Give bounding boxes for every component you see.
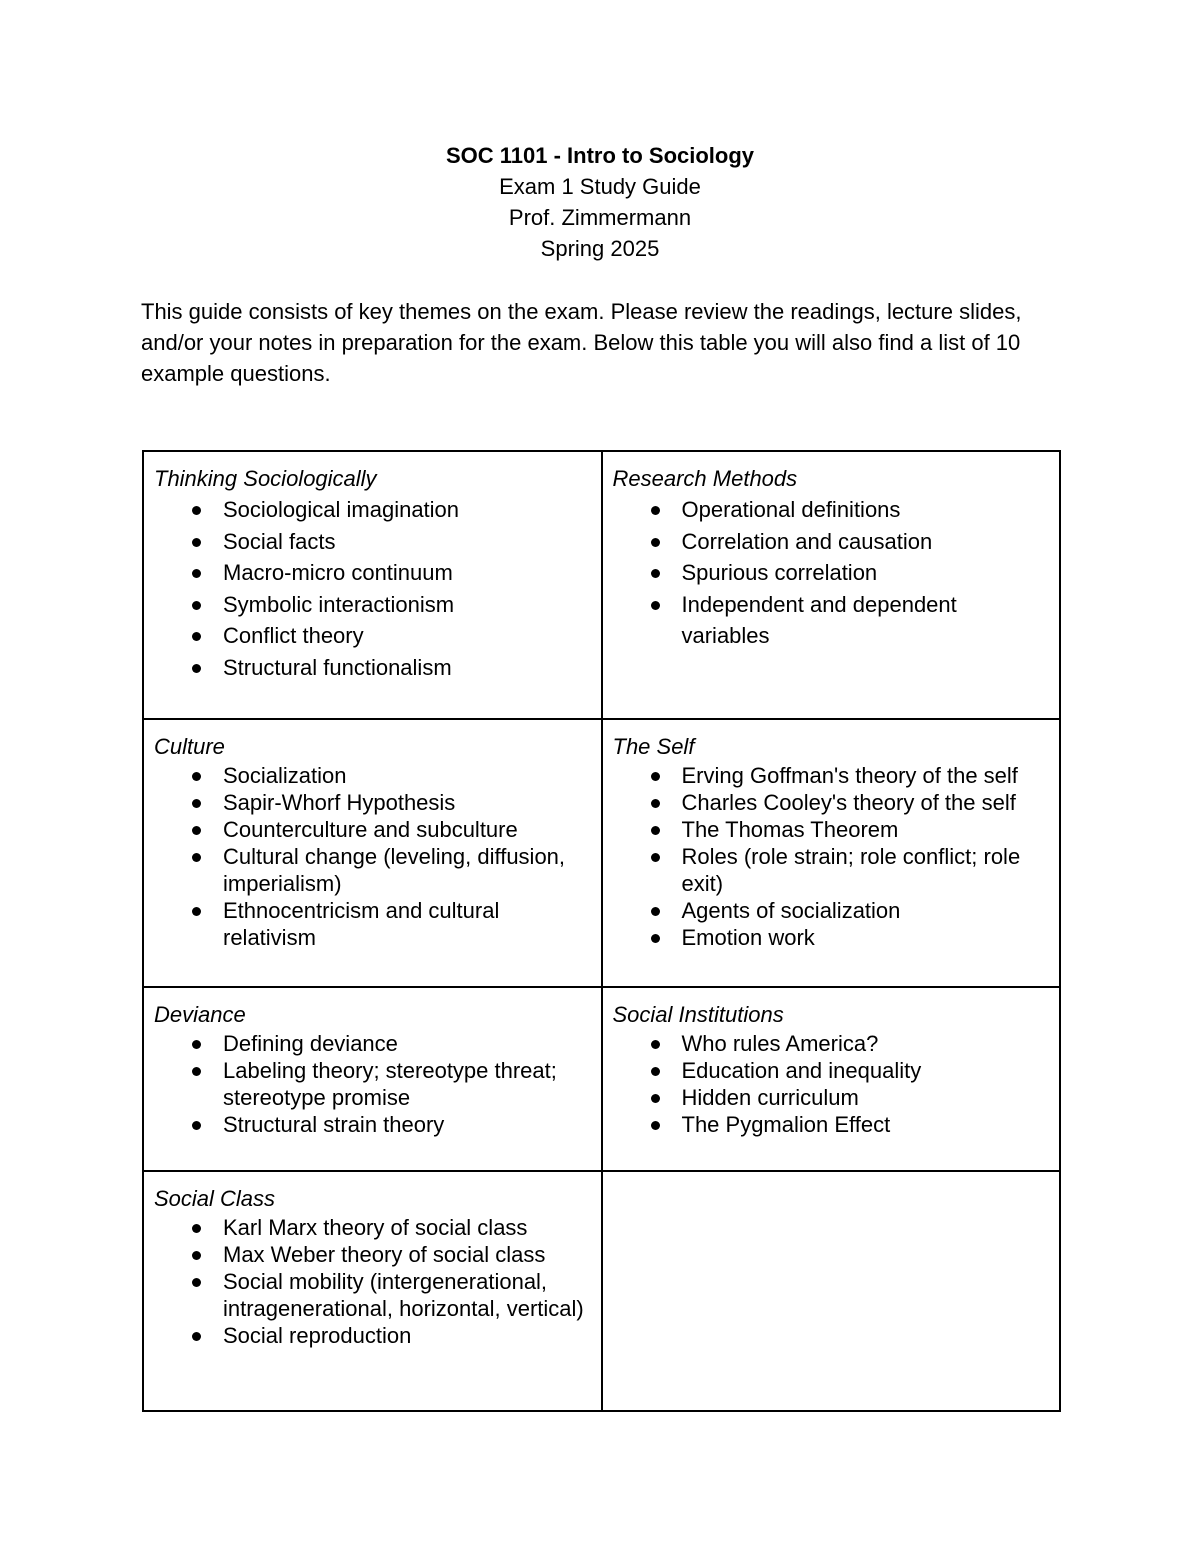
list-item: Max Weber theory of social class [154,1241,591,1268]
list-item: Sapir-Whorf Hypothesis [154,789,591,816]
topic-cell-culture [143,719,602,987]
topic-cell-deviance [143,987,602,1171]
list-item: Structural strain theory [154,1111,591,1138]
topic-list [154,762,591,951]
table-row [143,451,1060,719]
list-item: Defining deviance [154,1030,591,1057]
list-item: Symbolic interactionism [154,589,591,621]
topic-cell-social-class [143,1171,602,1411]
list-item: The Pygmalion Effect [613,1111,1050,1138]
professor-name: Prof. Zimmermann [508,205,692,230]
list-item: Macro-micro continuum [154,557,591,589]
topic-title: Culture [154,734,225,759]
topic-title: Deviance [154,1002,246,1027]
topic-title: Social Class [154,1186,276,1211]
topic-list [154,494,591,683]
list-item: Counterculture and subculture [154,816,591,843]
table-row [143,719,1060,987]
list-item: Operational definitions [613,494,1050,526]
topic-cell-social-institutions [602,987,1061,1171]
topic-list [613,1030,1050,1138]
document-header [0,140,1200,264]
topic-cell-thinking-sociologically [143,451,602,719]
topic-title: Social Institutions [612,1002,784,1027]
table-row [143,1171,1060,1411]
course-title: SOC 1101 - Intro to Sociology [445,143,755,168]
list-item: Charles Cooley's theory of the self [613,789,1050,816]
topic-cell-research-methods [602,451,1061,719]
intro-paragraph: This guide consists of key themes on the exam. Please review the readings, lecture slides, and/or your notes in preparation for the exam. Below this table you will also find a list of 10 example questions. [141,299,1022,386]
list-item: Who rules America? [613,1030,1050,1057]
list-item: Correlation and causation [613,526,1050,558]
topic-list [613,762,1050,951]
topics-table [142,450,1061,1412]
list-item: Cultural change (leveling, diffusion, imperialism) [154,843,591,897]
list-item: Structural functionalism [154,652,591,684]
list-item: Sociological imagination [154,494,591,526]
list-item: Erving Goffman's theory of the self [613,762,1050,789]
list-item: Labeling theory; stereotype threat; stereotype promise [154,1057,591,1111]
list-item: Social mobility (intergenerational, intragenerational, horizontal, vertical) [154,1268,591,1322]
list-item: Social facts [154,526,591,558]
guide-subtitle: Exam 1 Study Guide [499,174,701,199]
list-item: Emotion work [613,924,1050,951]
list-item: Spurious correlation [613,557,1050,589]
topic-title: The Self [612,734,695,759]
list-item: Socialization [154,762,591,789]
list-item: Independent and dependent variables [613,589,1050,652]
table-row [143,987,1060,1171]
topic-list [613,494,1050,652]
topic-list [154,1030,591,1138]
list-item: Social reproduction [154,1322,591,1349]
list-item: Ethnocentricism and cultural relativism [154,897,591,951]
list-item: Roles (role strain; role conflict; role exit) [613,843,1050,897]
list-item: The Thomas Theorem [613,816,1050,843]
list-item: Hidden curriculum [613,1084,1050,1111]
empty-cell [602,1171,1061,1411]
topic-title: Thinking Sociologically [154,466,377,491]
list-item: Conflict theory [154,620,591,652]
term: Spring 2025 [540,236,660,261]
topic-cell-the-self [602,719,1061,987]
list-item: Education and inequality [613,1057,1050,1084]
list-item: Agents of socialization [613,897,1050,924]
topic-list [154,1214,591,1349]
list-item: Karl Marx theory of social class [154,1214,591,1241]
topic-title: Research Methods [612,466,798,491]
